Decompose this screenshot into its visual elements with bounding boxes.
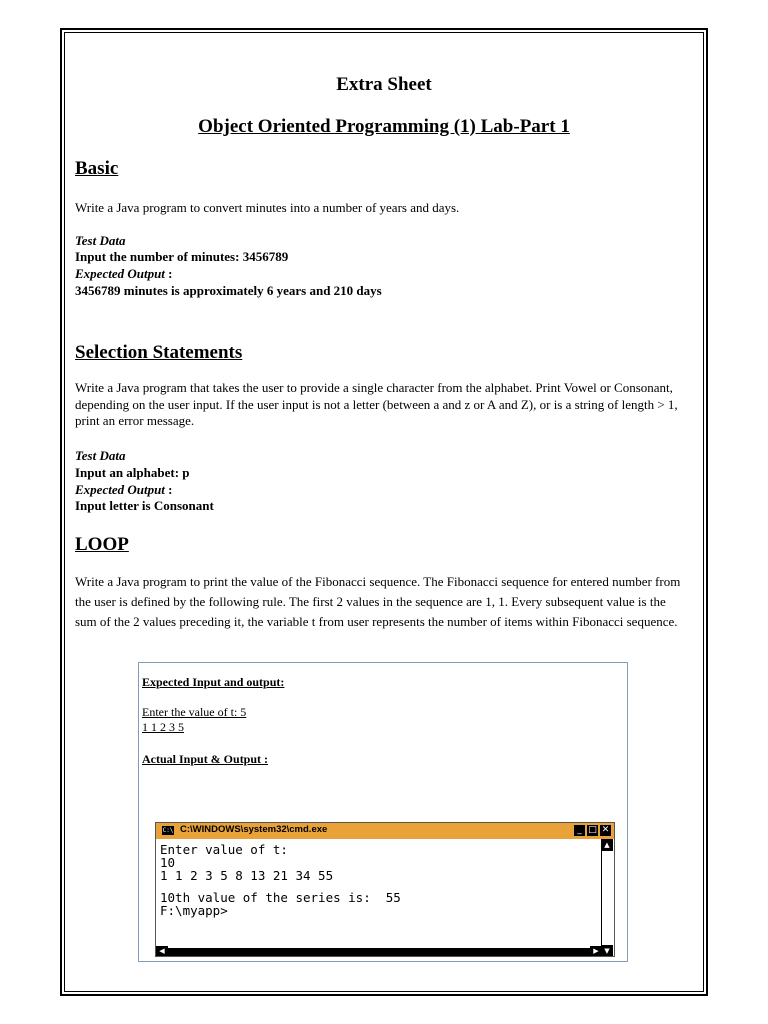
basic-expected-output-label: Expected Output [75,266,165,281]
selection-expected-output: Input letter is Consonant [75,498,214,513]
expected-prompt-line: Enter the value of t: 5 [142,705,247,719]
console-line: F:\myapp> [160,903,228,918]
sheet-title: Extra Sheet [336,74,432,95]
basic-heading: Basic [75,158,119,179]
basic-expected-output-label-row [75,266,173,282]
console-output [160,843,401,917]
console-title-bar[interactable] [156,823,614,839]
expected-output-line: 1 1 2 3 5 [142,720,184,734]
expected-io-heading: Expected Input and output: [142,675,285,689]
console-line: Enter value of t: [160,842,288,857]
scroll-right-icon[interactable]: ▶ [590,946,602,956]
scroll-up-icon[interactable]: ▲ [601,839,613,851]
scroll-down-icon[interactable]: ▼ [601,945,613,957]
loop-heading: LOOP [75,534,129,555]
basic-expected-output: 3456789 minutes is approximately 6 years and 210 days [75,283,382,298]
horizontal-scrollbar[interactable] [156,948,602,956]
console-app-icon: C:\ [162,827,174,834]
selection-test-input: Input an alphabet: p [75,465,190,480]
console-window [155,822,615,957]
selection-expected-output-colon: : [164,482,173,497]
selection-heading: Selection Statements [75,342,243,363]
console-line: 10th value of the series is: 55 [160,890,401,905]
basic-expected-output-colon: : [164,266,173,281]
console-line: 10 [160,855,176,870]
basic-test-input: Input the number of minutes: 3456789 [75,249,289,264]
basic-description: Write a Java program to convert minutes into a number of years and days. [75,200,460,215]
selection-expected-output-label-row [75,482,173,498]
minimize-icon[interactable]: _ [574,825,585,836]
basic-test-data-label: Test Data [75,233,126,248]
close-icon[interactable]: ✕ [601,825,610,835]
actual-io-heading: Actual Input & Output : [142,752,269,766]
selection-description: Write a Java program that takes the user to provide a single character from the alphabet. Print Vowel or Consonant, depending on the user input. If the user input is not a letter (between a and z or A and Z), or is a string of length > 1, print an error message. [75,380,678,428]
selection-test-data-label: Test Data [75,448,126,463]
loop-description: Write a Java program to print the value of the Fibonacci sequence. The Fibonacci sequence for entered number from the user is defined by the following rule. The first 2 values in the sequence are 1, 1. Every subsequent value is the sum of the 2 values preceding it, the variable t from user represents the number of items within Fibonacci sequence. [75,574,681,629]
console-title: C:\WINDOWS\system32\cmd.exe [180,824,328,835]
course-title: Object Oriented Programming (1) Lab-Part 1 [198,116,570,137]
vertical-scrollbar[interactable] [601,839,614,957]
console-line: 1 1 2 3 5 8 13 21 34 55 [160,868,334,883]
maximize-icon[interactable]: □ [588,825,597,835]
scroll-left-icon[interactable]: ◀ [156,946,168,956]
selection-expected-output-label: Expected Output [75,482,165,497]
